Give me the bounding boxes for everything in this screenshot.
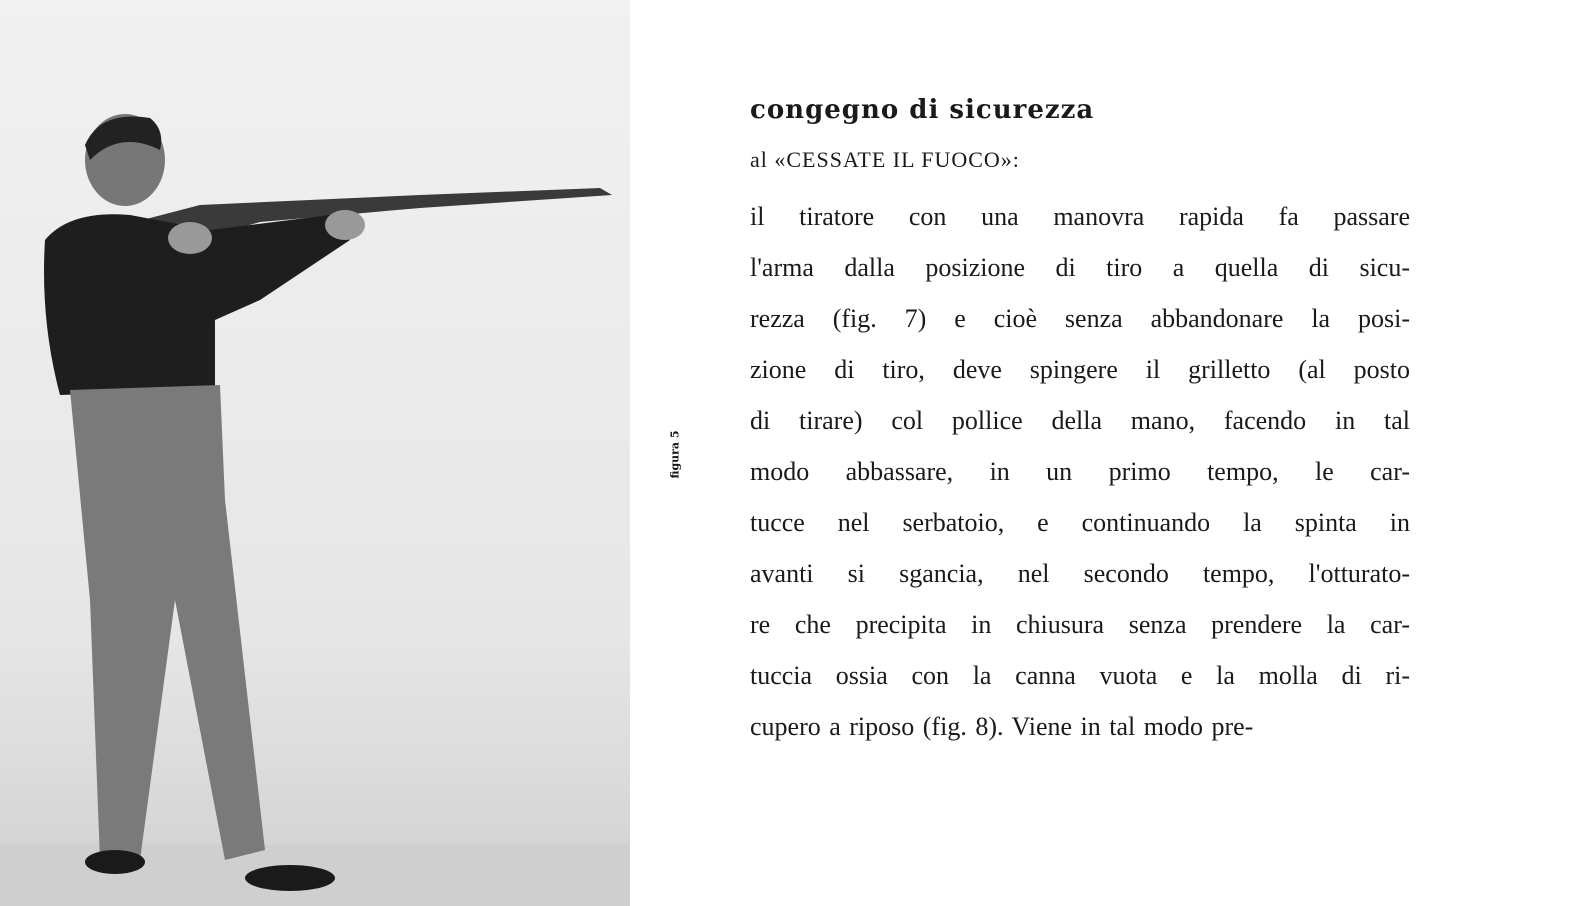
body-line: rezza (fig. 7) e cioè senza abbandonare la posi- xyxy=(750,304,1410,333)
body-line: tuccia ossia con la canna vuota e la molla di ri- xyxy=(750,661,1410,690)
body-line: l'arma dalla posizione di tiro a quella di sicu- xyxy=(750,253,1410,282)
rifleman-illustration xyxy=(0,0,630,906)
figure-caption: figura 5 xyxy=(668,430,682,479)
section-title: congegno di sicurezza xyxy=(750,95,1095,125)
body-line: cupero a riposo (fig. 8). Viene in tal modo pre- xyxy=(750,712,1254,741)
body-line: modo abbassare, in un primo tempo, le car- xyxy=(750,457,1410,486)
section-subtitle: al «CESSATE IL FUOCO»: xyxy=(750,147,1020,172)
body-line: tucce nel serbatoio, e continuando la spinta in xyxy=(750,508,1410,537)
photo-rifleman xyxy=(0,0,630,906)
body-paragraph xyxy=(750,191,1410,752)
text-column xyxy=(750,95,1410,752)
body-line: avanti si sgancia, nel secondo tempo, l'otturato- xyxy=(750,559,1410,588)
body-line: zione di tiro, deve spingere il grilletto (al posto xyxy=(750,355,1410,384)
body-line: il tiratore con una manovra rapida fa passare xyxy=(750,202,1410,231)
body-line: re che precipita in chiusura senza prendere la car- xyxy=(750,610,1410,639)
body-line: di tirare) col pollice della mano, facendo in tal xyxy=(750,406,1410,435)
